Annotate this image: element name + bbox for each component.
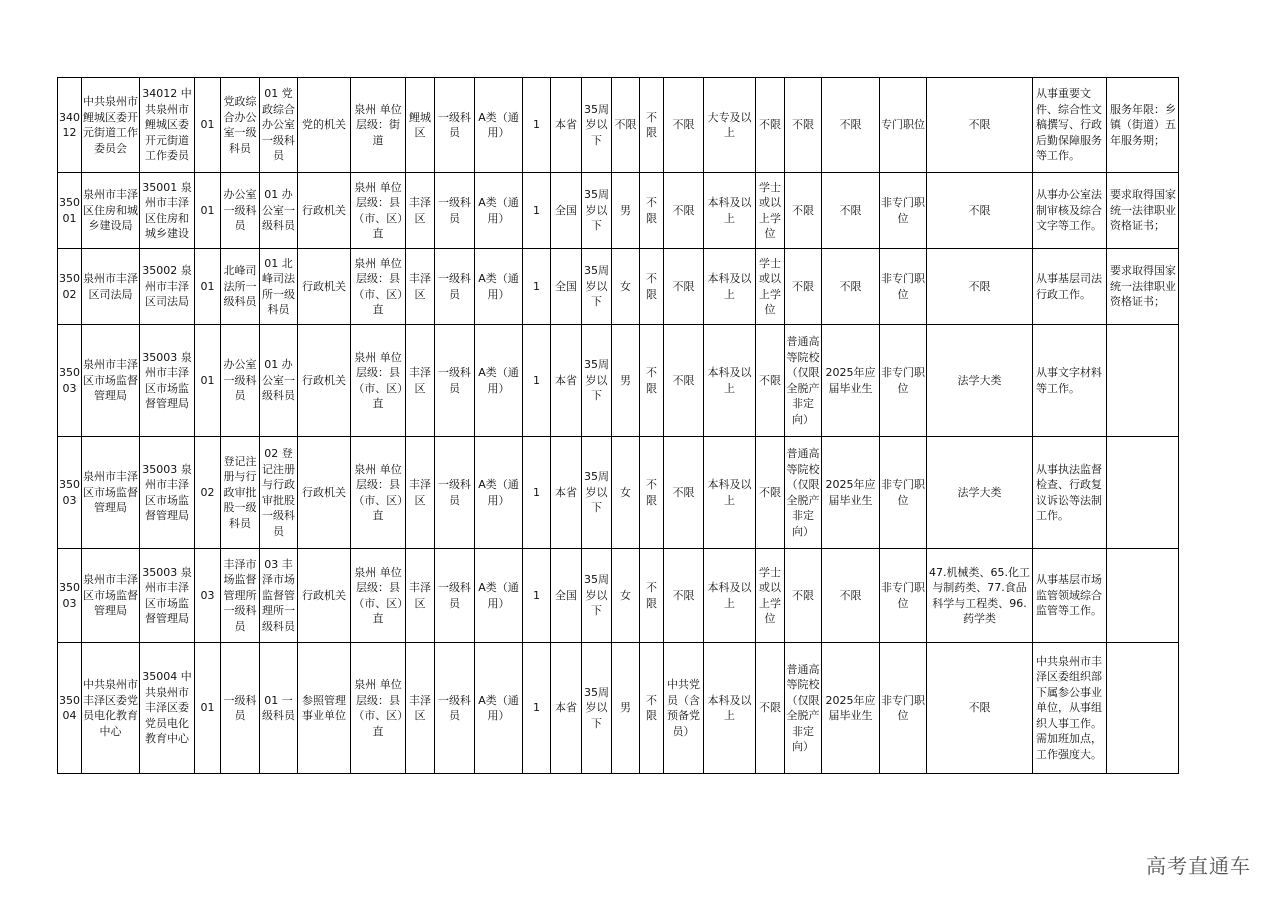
cell: 泉州市丰泽区市场监督管理局 (82, 549, 140, 643)
cell: 不限 (664, 249, 704, 325)
cell: 行政机关 (298, 173, 351, 249)
cell: A类（通用） (475, 173, 523, 249)
cell: 泉州 单位层级：县（市、区）直 (351, 549, 406, 643)
cell: 本科及以上 (704, 249, 756, 325)
cell: 丰泽区 (406, 549, 435, 643)
cell: A类（通用） (475, 549, 523, 643)
cell: 不限 (640, 325, 664, 437)
cell: 01 一级科员 (260, 643, 298, 774)
cell: 2025年应届毕业生 (822, 437, 880, 549)
cell: 参照管理事业单位 (298, 643, 351, 774)
cell: 01 办公室一级科员 (260, 325, 298, 437)
cell: 02 登记注册与行政审批股一级科员 (260, 437, 298, 549)
cell: 本省 (551, 643, 582, 774)
cell: 不限 (664, 325, 704, 437)
cell: 本科及以上 (704, 549, 756, 643)
cell: 01 北峰司法所一级科员 (260, 249, 298, 325)
cell: 35002 泉州市丰泽区司法局 (140, 249, 195, 325)
cell: 泉州 单位层级：县（市、区）直 (351, 643, 406, 774)
cell: 学士或以上学位 (756, 173, 785, 249)
cell: 不限 (640, 173, 664, 249)
cell: 不限 (640, 437, 664, 549)
cell: 北峰司法所一级科员 (221, 249, 260, 325)
cell: 一级科员 (435, 549, 475, 643)
cell: A类（通用） (475, 325, 523, 437)
cell: 非专门职位 (880, 173, 927, 249)
cell: 不限 (664, 173, 704, 249)
cell: 学士或以上学位 (756, 549, 785, 643)
cell: 34012 中共泉州市鲤城区委开元街道工作委员 (140, 78, 195, 173)
table-row (58, 549, 1179, 643)
cell (1107, 549, 1179, 643)
cell: 从事执法监督检查、行政复议诉讼等法制工作。 (1033, 437, 1107, 549)
cell: 本科及以上 (704, 325, 756, 437)
cell: 不限 (756, 643, 785, 774)
cell: 不限 (756, 325, 785, 437)
cell: 不限 (927, 78, 1033, 173)
cell: 普通高等院校（仅限全脱产非定向） (785, 325, 822, 437)
cell: 服务年限：乡镇（街道）五年服务期； (1107, 78, 1179, 173)
cell: 不限 (927, 643, 1033, 774)
cell: 35周岁以下 (582, 643, 612, 774)
cell: 男 (612, 643, 640, 774)
cell: 办公室一级科员 (221, 325, 260, 437)
cell: 一级科员 (435, 249, 475, 325)
cell: 35周岁以下 (582, 437, 612, 549)
cell: 不限 (822, 78, 880, 173)
cell: 不限 (822, 549, 880, 643)
cell: 非专门职位 (880, 325, 927, 437)
cell: 1 (523, 78, 551, 173)
cell: 本科及以上 (704, 437, 756, 549)
cell: 行政机关 (298, 325, 351, 437)
cell: 01 (195, 643, 221, 774)
cell: 丰泽区 (406, 325, 435, 437)
cell: 一级科员 (435, 78, 475, 173)
cell: 2025年应届毕业生 (822, 643, 880, 774)
cell: 35周岁以下 (582, 549, 612, 643)
cell: 不限 (640, 549, 664, 643)
cell: 一级科员 (435, 173, 475, 249)
cell: 非专门职位 (880, 437, 927, 549)
cell: 党的机关 (298, 78, 351, 173)
cell: 泉州市丰泽区市场监督管理局 (82, 437, 140, 549)
cell: 47.机械类、65.化工与制药类、77.食品科学与工程类、96.药学类 (927, 549, 1033, 643)
cell: 本省 (551, 325, 582, 437)
cell: 一级科员 (221, 643, 260, 774)
cell: 泉州 单位层级：县（市、区）直 (351, 325, 406, 437)
cell: 不限 (927, 249, 1033, 325)
cell: 不限 (927, 173, 1033, 249)
cell: 不限 (785, 173, 822, 249)
cell: 01 党政综合办公室一级科员 (260, 78, 298, 173)
watermark: 高考直通车 (1146, 854, 1251, 878)
cell: 行政机关 (298, 549, 351, 643)
cell: A类（通用） (475, 643, 523, 774)
cell: 普通高等院校（仅限全脱产非定向） (785, 643, 822, 774)
cell: 办公室一级科员 (221, 173, 260, 249)
table-row (58, 325, 1179, 437)
cell: 1 (523, 173, 551, 249)
cell: 党政综合办公室一级科员 (221, 78, 260, 173)
cell: 泉州市丰泽区司法局 (82, 249, 140, 325)
cell: 不限 (640, 643, 664, 774)
cell: 从事基层市场监管领域综合监管等工作。 (1033, 549, 1107, 643)
cell: 鲤城区 (406, 78, 435, 173)
cell: 一级科员 (435, 437, 475, 549)
cell: 泉州 单位层级：县（市、区）直 (351, 249, 406, 325)
cell: 本科及以上 (704, 643, 756, 774)
cell: 中共泉州市鲤城区委开元街道工作委员会 (82, 78, 140, 173)
cell: 泉州 单位层级：县（市、区）直 (351, 437, 406, 549)
cell: 35004 中共泉州市丰泽区委党员电化教育中心 (140, 643, 195, 774)
cell: 35周岁以下 (582, 249, 612, 325)
cell: 全国 (551, 549, 582, 643)
cell: 大专及以上 (704, 78, 756, 173)
cell: 34012 (58, 78, 82, 173)
cell: 35001 泉州市丰泽区住房和城乡建设 (140, 173, 195, 249)
table-row (58, 249, 1179, 325)
cell: 学士或以上学位 (756, 249, 785, 325)
cell: 不限 (664, 549, 704, 643)
cell: 01 (195, 249, 221, 325)
cell: 中共泉州市丰泽区委组织部下属参公事业单位，从事组织人事工作。需加班加点，工作强度大。 (1033, 643, 1107, 774)
cell: 专门职位 (880, 78, 927, 173)
cell (1107, 325, 1179, 437)
cell: 1 (523, 249, 551, 325)
table-row (58, 437, 1179, 549)
cell: 丰泽区 (406, 173, 435, 249)
cell: 不限 (756, 437, 785, 549)
table-row (58, 78, 1179, 173)
cell: 35001 (58, 173, 82, 249)
cell: 男 (612, 173, 640, 249)
cell: 35003 泉州市丰泽区市场监督管理局 (140, 437, 195, 549)
cell: 1 (523, 549, 551, 643)
cell: 法学大类 (927, 437, 1033, 549)
cell: 全国 (551, 249, 582, 325)
cell: 35周岁以下 (582, 173, 612, 249)
cell: 01 (195, 325, 221, 437)
cell: 不限 (785, 78, 822, 173)
cell: 从事文字材料等工作。 (1033, 325, 1107, 437)
cell: 泉州市丰泽区市场监督管理局 (82, 325, 140, 437)
cell: 不限 (640, 249, 664, 325)
cell: 不限 (785, 549, 822, 643)
table-row (58, 173, 1179, 249)
cell: 不限 (785, 249, 822, 325)
cell: 03 丰泽市场监督管理所一级科员 (260, 549, 298, 643)
cell: 35周岁以下 (582, 78, 612, 173)
cell: 泉州市丰泽区住房和城乡建设局 (82, 173, 140, 249)
cell: 02 (195, 437, 221, 549)
cell (1107, 643, 1179, 774)
cell: 03 (195, 549, 221, 643)
job-table (57, 77, 1179, 774)
cell: 非专门职位 (880, 249, 927, 325)
cell: A类（通用） (475, 78, 523, 173)
cell: 35004 (58, 643, 82, 774)
cell: 01 (195, 173, 221, 249)
cell: 1 (523, 643, 551, 774)
cell: 中共党员（含预备党员） (664, 643, 704, 774)
cell: 男 (612, 325, 640, 437)
cell: 35003 泉州市丰泽区市场监督管理局 (140, 549, 195, 643)
cell: 本省 (551, 78, 582, 173)
cell: 本省 (551, 437, 582, 549)
cell: 非专门职位 (880, 549, 927, 643)
cell: 本科及以上 (704, 173, 756, 249)
cell: 要求取得国家统一法律职业资格证书； (1107, 249, 1179, 325)
cell: 35003 泉州市丰泽区市场监督管理局 (140, 325, 195, 437)
cell: 中共泉州市丰泽区委党员电化教育中心 (82, 643, 140, 774)
cell: 01 办公室一级科员 (260, 173, 298, 249)
cell: 一级科员 (435, 643, 475, 774)
cell: 01 (195, 78, 221, 173)
cell: 行政机关 (298, 437, 351, 549)
cell: 从事基层司法行政工作。 (1033, 249, 1107, 325)
cell: 普通高等院校（仅限全脱产非定向） (785, 437, 822, 549)
cell: 不限 (664, 78, 704, 173)
cell: 丰泽区 (406, 437, 435, 549)
cell: 丰泽区 (406, 249, 435, 325)
cell: 全国 (551, 173, 582, 249)
cell: 非专门职位 (880, 643, 927, 774)
cell: 女 (612, 249, 640, 325)
cell: 不限 (822, 249, 880, 325)
table-row (58, 643, 1179, 774)
cell: 女 (612, 437, 640, 549)
cell: 从事重要文件、综合性文稿撰写、行政后勤保障服务等工作。 (1033, 78, 1107, 173)
cell: 不限 (822, 173, 880, 249)
cell: 2025年应届毕业生 (822, 325, 880, 437)
cell: 泉州 单位层级：街道 (351, 78, 406, 173)
cell: 35002 (58, 249, 82, 325)
cell: 丰泽区 (406, 643, 435, 774)
cell: 不限 (756, 78, 785, 173)
cell: 35003 (58, 437, 82, 549)
cell: 35周岁以下 (582, 325, 612, 437)
cell: A类（通用） (475, 437, 523, 549)
cell: 35003 (58, 549, 82, 643)
cell: 泉州 单位层级：县（市、区）直 (351, 173, 406, 249)
cell: 不限 (640, 78, 664, 173)
cell: 丰泽市场监督管理所一级科员 (221, 549, 260, 643)
cell: 不限 (664, 437, 704, 549)
cell: 法学大类 (927, 325, 1033, 437)
cell: 从事办公室法制审核及综合文字等工作。 (1033, 173, 1107, 249)
cell: 行政机关 (298, 249, 351, 325)
cell: 女 (612, 549, 640, 643)
cell: 不限 (612, 78, 640, 173)
cell: 登记注册与行政审批股一级科员 (221, 437, 260, 549)
cell (1107, 437, 1179, 549)
cell: 35003 (58, 325, 82, 437)
cell: A类（通用） (475, 249, 523, 325)
cell: 1 (523, 325, 551, 437)
cell: 1 (523, 437, 551, 549)
cell: 一级科员 (435, 325, 475, 437)
cell: 要求取得国家统一法律职业资格证书； (1107, 173, 1179, 249)
